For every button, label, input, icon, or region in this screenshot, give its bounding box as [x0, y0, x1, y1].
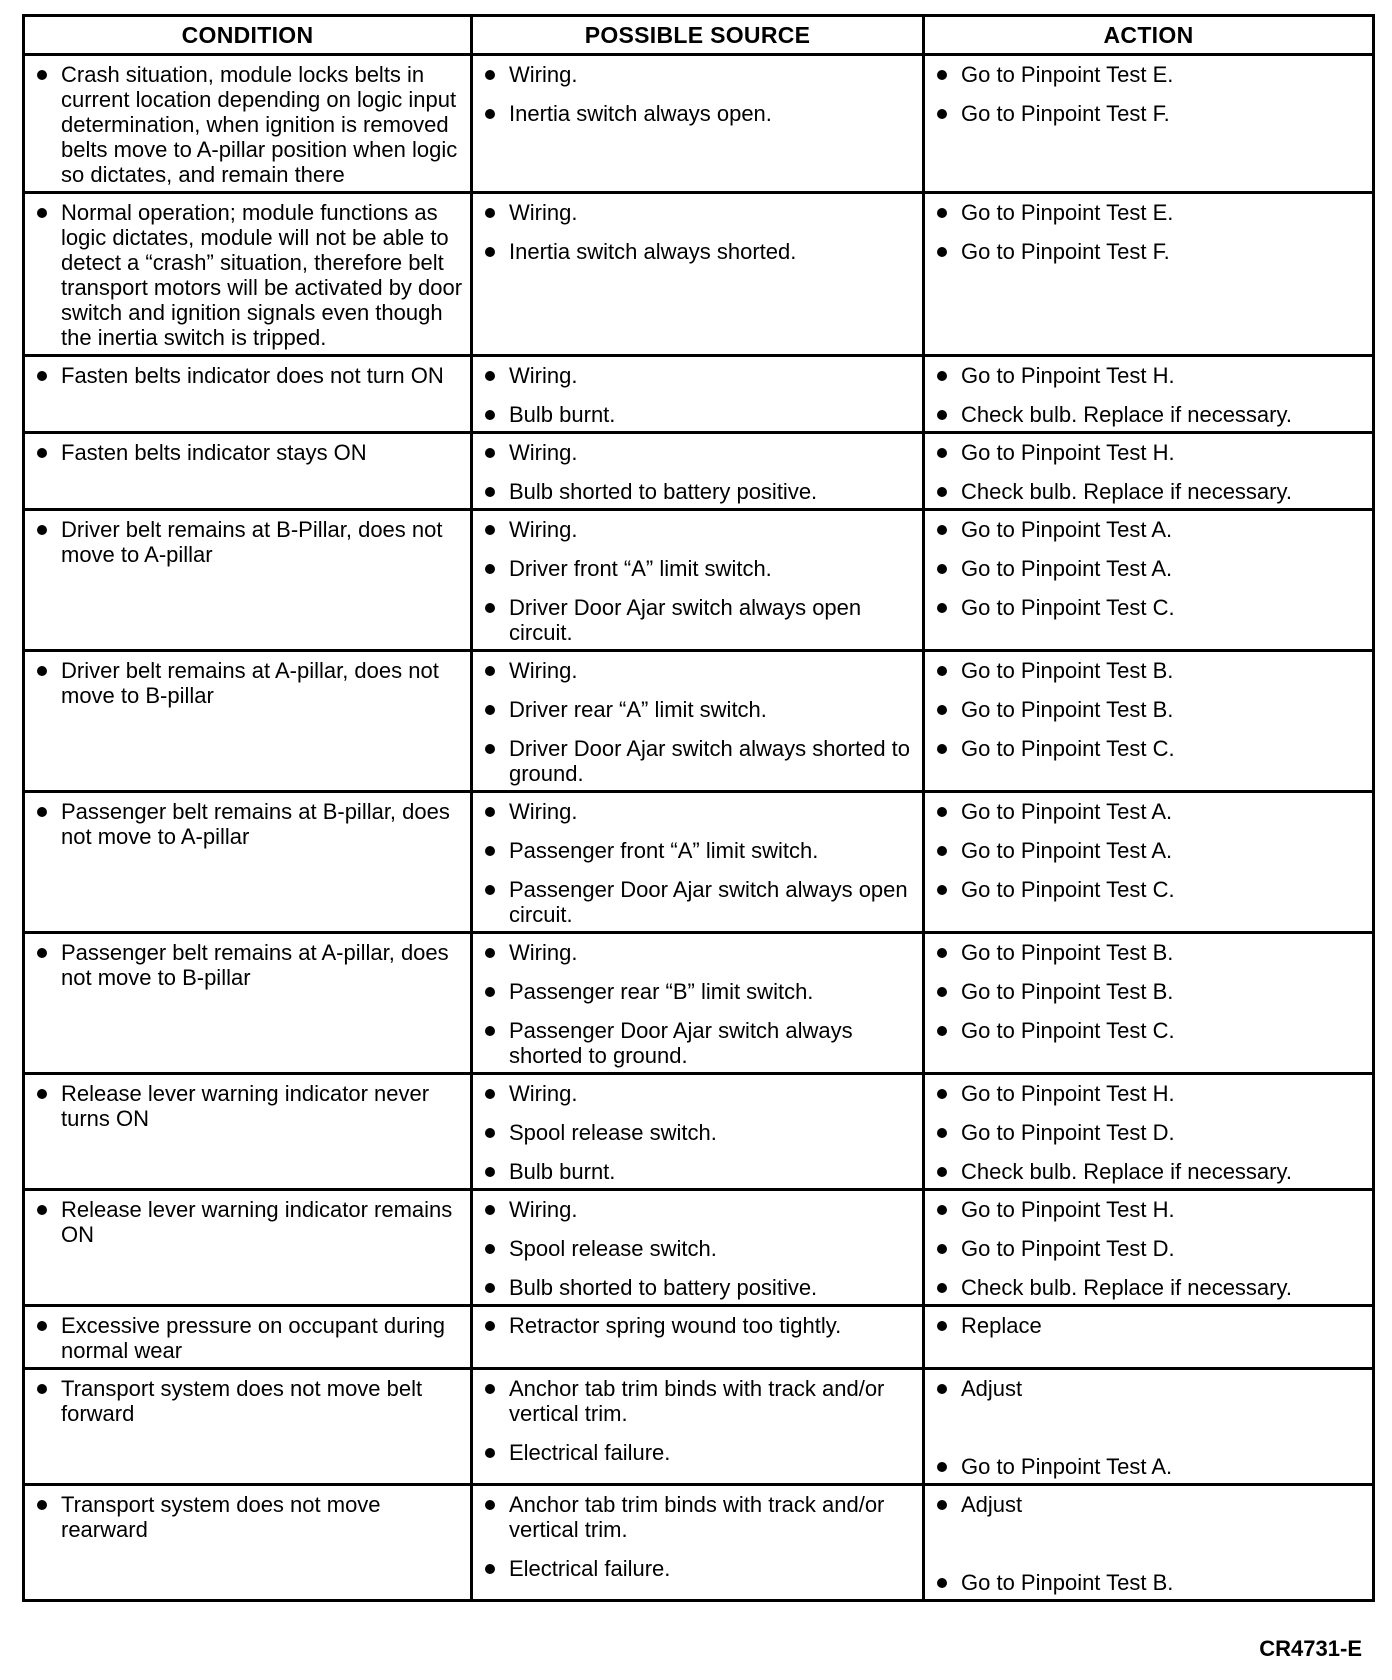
action-text: Go to Pinpoint Test A. [961, 1454, 1173, 1479]
action-cell [924, 1190, 1374, 1306]
condition-item [35, 1081, 464, 1131]
bullet-icon [485, 1283, 495, 1293]
source-item [483, 736, 916, 786]
bullet-icon [485, 1384, 495, 1394]
source-cell [472, 1190, 924, 1306]
action-text: Go to Pinpoint Test C. [961, 1018, 1175, 1043]
bullet-icon [37, 1384, 47, 1394]
bullet-icon [485, 603, 495, 613]
condition-text: Excessive pressure on occupant during normal wear [61, 1313, 445, 1363]
condition-text: Fasten belts indicator does not turn ON [61, 363, 444, 388]
source-item [483, 658, 916, 683]
bullet-icon [485, 208, 495, 218]
action-text: Go to Pinpoint Test B. [961, 658, 1174, 683]
action-cell [924, 792, 1374, 933]
action-item [935, 1236, 1366, 1261]
action-item [935, 658, 1366, 683]
action-item [935, 517, 1366, 542]
action-item [935, 1313, 1366, 1338]
figure-id: CR4731-E [1259, 1636, 1362, 1661]
table-row [24, 1074, 1374, 1190]
source-text: Anchor tab trim binds with track and/or vertical trim. [509, 1492, 885, 1542]
action-text: Go to Pinpoint Test F. [961, 239, 1170, 264]
source-text: Passenger rear “B” limit switch. [509, 979, 814, 1004]
header-action: ACTION [924, 16, 1374, 55]
action-item [935, 1275, 1366, 1300]
condition-item [35, 200, 464, 350]
source-item [483, 877, 916, 927]
source-item [483, 1018, 916, 1068]
action-item [935, 479, 1366, 504]
action-text: Go to Pinpoint Test B. [961, 697, 1174, 722]
bullet-icon [937, 1283, 947, 1293]
bullet-icon [937, 603, 947, 613]
action-cell [924, 356, 1374, 433]
condition-item [35, 62, 464, 187]
action-item [935, 556, 1366, 581]
action-text: Go to Pinpoint Test H. [961, 440, 1175, 465]
bullet-icon [485, 1128, 495, 1138]
condition-text: Driver belt remains at B-Pillar, does not move to A-pillar [61, 517, 443, 567]
bullet-icon [37, 525, 47, 535]
bullet-icon [937, 846, 947, 856]
action-cell [924, 1485, 1374, 1601]
condition-item [35, 658, 464, 708]
action-item [935, 736, 1366, 761]
action-text: Go to Pinpoint Test C. [961, 736, 1175, 761]
condition-cell [24, 1369, 472, 1485]
bullet-icon [937, 525, 947, 535]
bullet-icon [937, 1089, 947, 1099]
source-text: Wiring. [509, 1197, 578, 1222]
source-cell [472, 1074, 924, 1190]
action-text: Go to Pinpoint Test A. [961, 799, 1173, 824]
action-item [935, 979, 1366, 1004]
source-item [483, 517, 916, 542]
table-row [24, 55, 1374, 193]
action-item [935, 697, 1366, 722]
action-cell [924, 1369, 1374, 1485]
condition-item [35, 1492, 464, 1542]
action-text: Go to Pinpoint Test B. [961, 940, 1174, 965]
bullet-icon [485, 1244, 495, 1254]
bullet-icon [485, 987, 495, 997]
source-item [483, 1275, 916, 1300]
source-cell [472, 792, 924, 933]
bullet-icon [485, 371, 495, 381]
source-text: Retractor spring wound too tightly. [509, 1313, 842, 1338]
bullet-icon [937, 885, 947, 895]
bullet-icon [937, 1167, 947, 1177]
action-text: Check bulb. Replace if necessary. [961, 402, 1292, 427]
source-text: Wiring. [509, 363, 578, 388]
condition-cell [24, 933, 472, 1074]
bullet-icon [485, 1089, 495, 1099]
condition-item [35, 1376, 464, 1426]
bullet-icon [937, 247, 947, 257]
bullet-icon [937, 1026, 947, 1036]
action-text: Check bulb. Replace if necessary. [961, 1159, 1292, 1184]
bullet-icon [937, 1244, 947, 1254]
action-text: Go to Pinpoint Test D. [961, 1236, 1175, 1261]
action-text: Replace [961, 1313, 1042, 1338]
condition-item [35, 940, 464, 990]
source-cell [472, 55, 924, 193]
condition-item [35, 363, 464, 388]
action-text: Go to Pinpoint Test C. [961, 595, 1175, 620]
table-row [24, 356, 1374, 433]
source-item [483, 556, 916, 581]
condition-cell [24, 55, 472, 193]
action-text: Go to Pinpoint Test C. [961, 877, 1175, 902]
bullet-icon [37, 371, 47, 381]
condition-cell [24, 1190, 472, 1306]
bullet-icon [485, 525, 495, 535]
action-item [935, 595, 1366, 620]
condition-cell [24, 193, 472, 356]
bullet-icon [937, 807, 947, 817]
action-text: Go to Pinpoint Test F. [961, 101, 1170, 126]
action-item [935, 62, 1366, 87]
bullet-icon [485, 666, 495, 676]
source-cell [472, 510, 924, 651]
action-cell [924, 1074, 1374, 1190]
bullet-icon [937, 208, 947, 218]
source-text: Bulb burnt. [509, 402, 616, 427]
bullet-icon [485, 885, 495, 895]
action-cell [924, 651, 1374, 792]
bullet-icon [937, 948, 947, 958]
source-item [483, 1197, 916, 1222]
action-item [935, 940, 1366, 965]
source-item [483, 1236, 916, 1261]
source-item [483, 363, 916, 388]
source-item [483, 838, 916, 863]
bullet-icon [485, 1321, 495, 1331]
condition-cell [24, 433, 472, 510]
action-cell [924, 433, 1374, 510]
source-item [483, 1556, 916, 1581]
action-cell [924, 933, 1374, 1074]
action-text: Go to Pinpoint Test A. [961, 838, 1173, 863]
table-body [24, 55, 1374, 1601]
source-text: Wiring. [509, 799, 578, 824]
action-item [935, 1376, 1366, 1401]
bullet-icon [485, 410, 495, 420]
bullet-icon [37, 666, 47, 676]
bullet-icon [37, 70, 47, 80]
source-item [483, 239, 916, 264]
source-text: Passenger Door Ajar switch always shorted to ground. [509, 1018, 853, 1068]
bullet-icon [937, 987, 947, 997]
source-cell [472, 1485, 924, 1601]
action-item [935, 1492, 1366, 1517]
bullet-icon [485, 70, 495, 80]
action-text: Go to Pinpoint Test D. [961, 1120, 1175, 1145]
action-text: Go to Pinpoint Test A. [961, 517, 1173, 542]
condition-cell [24, 1074, 472, 1190]
condition-text: Normal operation; module functions as logic dictates, module will not be able to detect a “crash” situation, therefore belt transport motors will be activated by door switch and ignition signals even though the inertia switch is tripped. [61, 200, 463, 350]
bullet-icon [37, 948, 47, 958]
action-item [935, 440, 1366, 465]
action-text: Adjust [961, 1492, 1023, 1517]
action-item [935, 1159, 1366, 1184]
action-cell [924, 193, 1374, 356]
condition-text: Fasten belts indicator stays ON [61, 440, 367, 465]
action-text: Check bulb. Replace if necessary. [961, 479, 1292, 504]
table-row [24, 1190, 1374, 1306]
condition-text: Driver belt remains at A-pillar, does not move to B-pillar [61, 658, 439, 708]
source-cell [472, 651, 924, 792]
source-item [483, 1492, 916, 1542]
source-item [483, 979, 916, 1004]
action-item [935, 799, 1366, 824]
bullet-icon [937, 744, 947, 754]
condition-item [35, 440, 464, 465]
source-item [483, 1376, 916, 1426]
bullet-icon [937, 1578, 947, 1588]
source-text: Passenger Door Ajar switch always open circuit. [509, 877, 908, 927]
bullet-icon [37, 1321, 47, 1331]
source-cell [472, 1369, 924, 1485]
bullet-icon [485, 807, 495, 817]
action-item [935, 838, 1366, 863]
bullet-icon [485, 846, 495, 856]
table-row [24, 1306, 1374, 1369]
table-row [24, 193, 1374, 356]
condition-cell [24, 1306, 472, 1369]
source-text: Spool release switch. [509, 1236, 717, 1261]
source-text: Anchor tab trim binds with track and/or vertical trim. [509, 1376, 885, 1426]
table-row [24, 433, 1374, 510]
bullet-icon [485, 705, 495, 715]
source-cell [472, 1306, 924, 1369]
source-text: Electrical failure. [509, 1440, 671, 1465]
table-row [24, 1369, 1374, 1485]
bullet-icon [485, 109, 495, 119]
condition-item [35, 517, 464, 567]
action-text: Go to Pinpoint Test H. [961, 1081, 1175, 1106]
condition-text: Transport system does not move rearward [61, 1492, 381, 1542]
source-item [483, 479, 916, 504]
condition-item [35, 1197, 464, 1247]
bullet-icon [937, 1384, 947, 1394]
bullet-icon [485, 448, 495, 458]
action-item [935, 877, 1366, 902]
bullet-icon [37, 1205, 47, 1215]
action-text: Go to Pinpoint Test A. [961, 556, 1173, 581]
action-item [935, 200, 1366, 225]
bullet-icon [937, 410, 947, 420]
action-item [935, 239, 1366, 264]
action-item [935, 1120, 1366, 1145]
action-cell [924, 1306, 1374, 1369]
action-item [935, 101, 1366, 126]
action-item [935, 1081, 1366, 1106]
table-row [24, 651, 1374, 792]
action-text: Go to Pinpoint Test E. [961, 62, 1174, 87]
source-text: Wiring. [509, 62, 578, 87]
source-item [483, 1440, 916, 1465]
bullet-icon [485, 948, 495, 958]
bullet-icon [937, 1500, 947, 1510]
source-text: Spool release switch. [509, 1120, 717, 1145]
bullet-icon [37, 448, 47, 458]
condition-item [35, 799, 464, 849]
source-text: Driver Door Ajar switch always shorted to ground. [509, 736, 911, 786]
source-item [483, 1081, 916, 1106]
condition-item [35, 1313, 464, 1363]
source-text: Wiring. [509, 658, 578, 683]
bullet-icon [937, 1321, 947, 1331]
source-text: Bulb shorted to battery positive. [509, 479, 818, 504]
header-condition: CONDITION [24, 16, 472, 55]
condition-text: Release lever warning indicator remains ON [61, 1197, 453, 1247]
condition-cell [24, 651, 472, 792]
action-cell [924, 55, 1374, 193]
bullet-icon [485, 1448, 495, 1458]
action-text: Adjust [961, 1376, 1023, 1401]
bullet-icon [485, 1564, 495, 1574]
source-text: Inertia switch always open. [509, 101, 772, 126]
bullet-icon [937, 109, 947, 119]
source-item [483, 697, 916, 722]
action-text: Check bulb. Replace if necessary. [961, 1275, 1292, 1300]
condition-text: Passenger belt remains at A-pillar, does not move to B-pillar [61, 940, 449, 990]
source-text: Wiring. [509, 517, 578, 542]
condition-text: Passenger belt remains at B-pillar, does not move to A-pillar [61, 799, 450, 849]
source-cell [472, 356, 924, 433]
source-cell [472, 433, 924, 510]
bullet-icon [485, 564, 495, 574]
source-text: Wiring. [509, 440, 578, 465]
action-item [935, 363, 1366, 388]
action-item [935, 1454, 1366, 1479]
source-item [483, 440, 916, 465]
source-text: Wiring. [509, 940, 578, 965]
action-cell [924, 510, 1374, 651]
condition-text: Release lever warning indicator never turns ON [61, 1081, 430, 1131]
header-row [24, 16, 1374, 55]
action-item [935, 402, 1366, 427]
condition-cell [24, 1485, 472, 1601]
action-text: Go to Pinpoint Test B. [961, 1570, 1174, 1595]
source-item [483, 62, 916, 87]
condition-cell [24, 792, 472, 933]
bullet-icon [37, 1500, 47, 1510]
bullet-icon [37, 807, 47, 817]
source-item [483, 1159, 916, 1184]
bullet-icon [485, 247, 495, 257]
action-text: Go to Pinpoint Test H. [961, 1197, 1175, 1222]
bullet-icon [37, 208, 47, 218]
table-row [24, 1485, 1374, 1601]
bullet-icon [937, 1128, 947, 1138]
table-row [24, 510, 1374, 651]
bullet-icon [485, 1205, 495, 1215]
source-item [483, 1120, 916, 1145]
bullet-icon [485, 1167, 495, 1177]
source-item [483, 1313, 916, 1338]
source-text: Bulb burnt. [509, 1159, 616, 1184]
source-text: Wiring. [509, 1081, 578, 1106]
bullet-icon [485, 744, 495, 754]
bullet-icon [37, 1089, 47, 1099]
source-text: Driver front “A” limit switch. [509, 556, 772, 581]
source-cell [472, 193, 924, 356]
action-text: Go to Pinpoint Test E. [961, 200, 1174, 225]
source-item [483, 402, 916, 427]
source-item [483, 940, 916, 965]
source-text: Driver rear “A” limit switch. [509, 697, 767, 722]
action-item [935, 1570, 1366, 1595]
source-text: Inertia switch always shorted. [509, 239, 797, 264]
bullet-icon [937, 487, 947, 497]
source-text: Passenger front “A” limit switch. [509, 838, 819, 863]
action-item [935, 1197, 1366, 1222]
bullet-icon [485, 487, 495, 497]
action-item [935, 1018, 1366, 1043]
action-text: Go to Pinpoint Test H. [961, 363, 1175, 388]
source-item [483, 200, 916, 225]
bullet-icon [937, 666, 947, 676]
source-item [483, 101, 916, 126]
bullet-icon [937, 1462, 947, 1472]
bullet-icon [937, 1205, 947, 1215]
bullet-icon [937, 705, 947, 715]
condition-text: Crash situation, module locks belts in current location depending on logic input determination, when ignition is removed belts move to A-pillar position when logic so dictates, and remain there [61, 62, 458, 187]
source-cell [472, 933, 924, 1074]
condition-cell [24, 356, 472, 433]
source-text: Bulb shorted to battery positive. [509, 1275, 818, 1300]
bullet-icon [937, 448, 947, 458]
bullet-icon [937, 371, 947, 381]
source-item [483, 799, 916, 824]
bullet-icon [937, 564, 947, 574]
table-row [24, 792, 1374, 933]
bullet-icon [937, 70, 947, 80]
bullet-icon [485, 1500, 495, 1510]
header-possible-source: POSSIBLE SOURCE [472, 16, 924, 55]
diagnosis-table [22, 14, 1375, 1602]
source-text: Electrical failure. [509, 1556, 671, 1581]
source-text: Wiring. [509, 200, 578, 225]
action-text: Go to Pinpoint Test B. [961, 979, 1174, 1004]
condition-cell [24, 510, 472, 651]
condition-text: Transport system does not move belt forward [61, 1376, 423, 1426]
source-item [483, 595, 916, 645]
bullet-icon [485, 1026, 495, 1036]
source-text: Driver Door Ajar switch always open circuit. [509, 595, 862, 645]
table-row [24, 933, 1374, 1074]
